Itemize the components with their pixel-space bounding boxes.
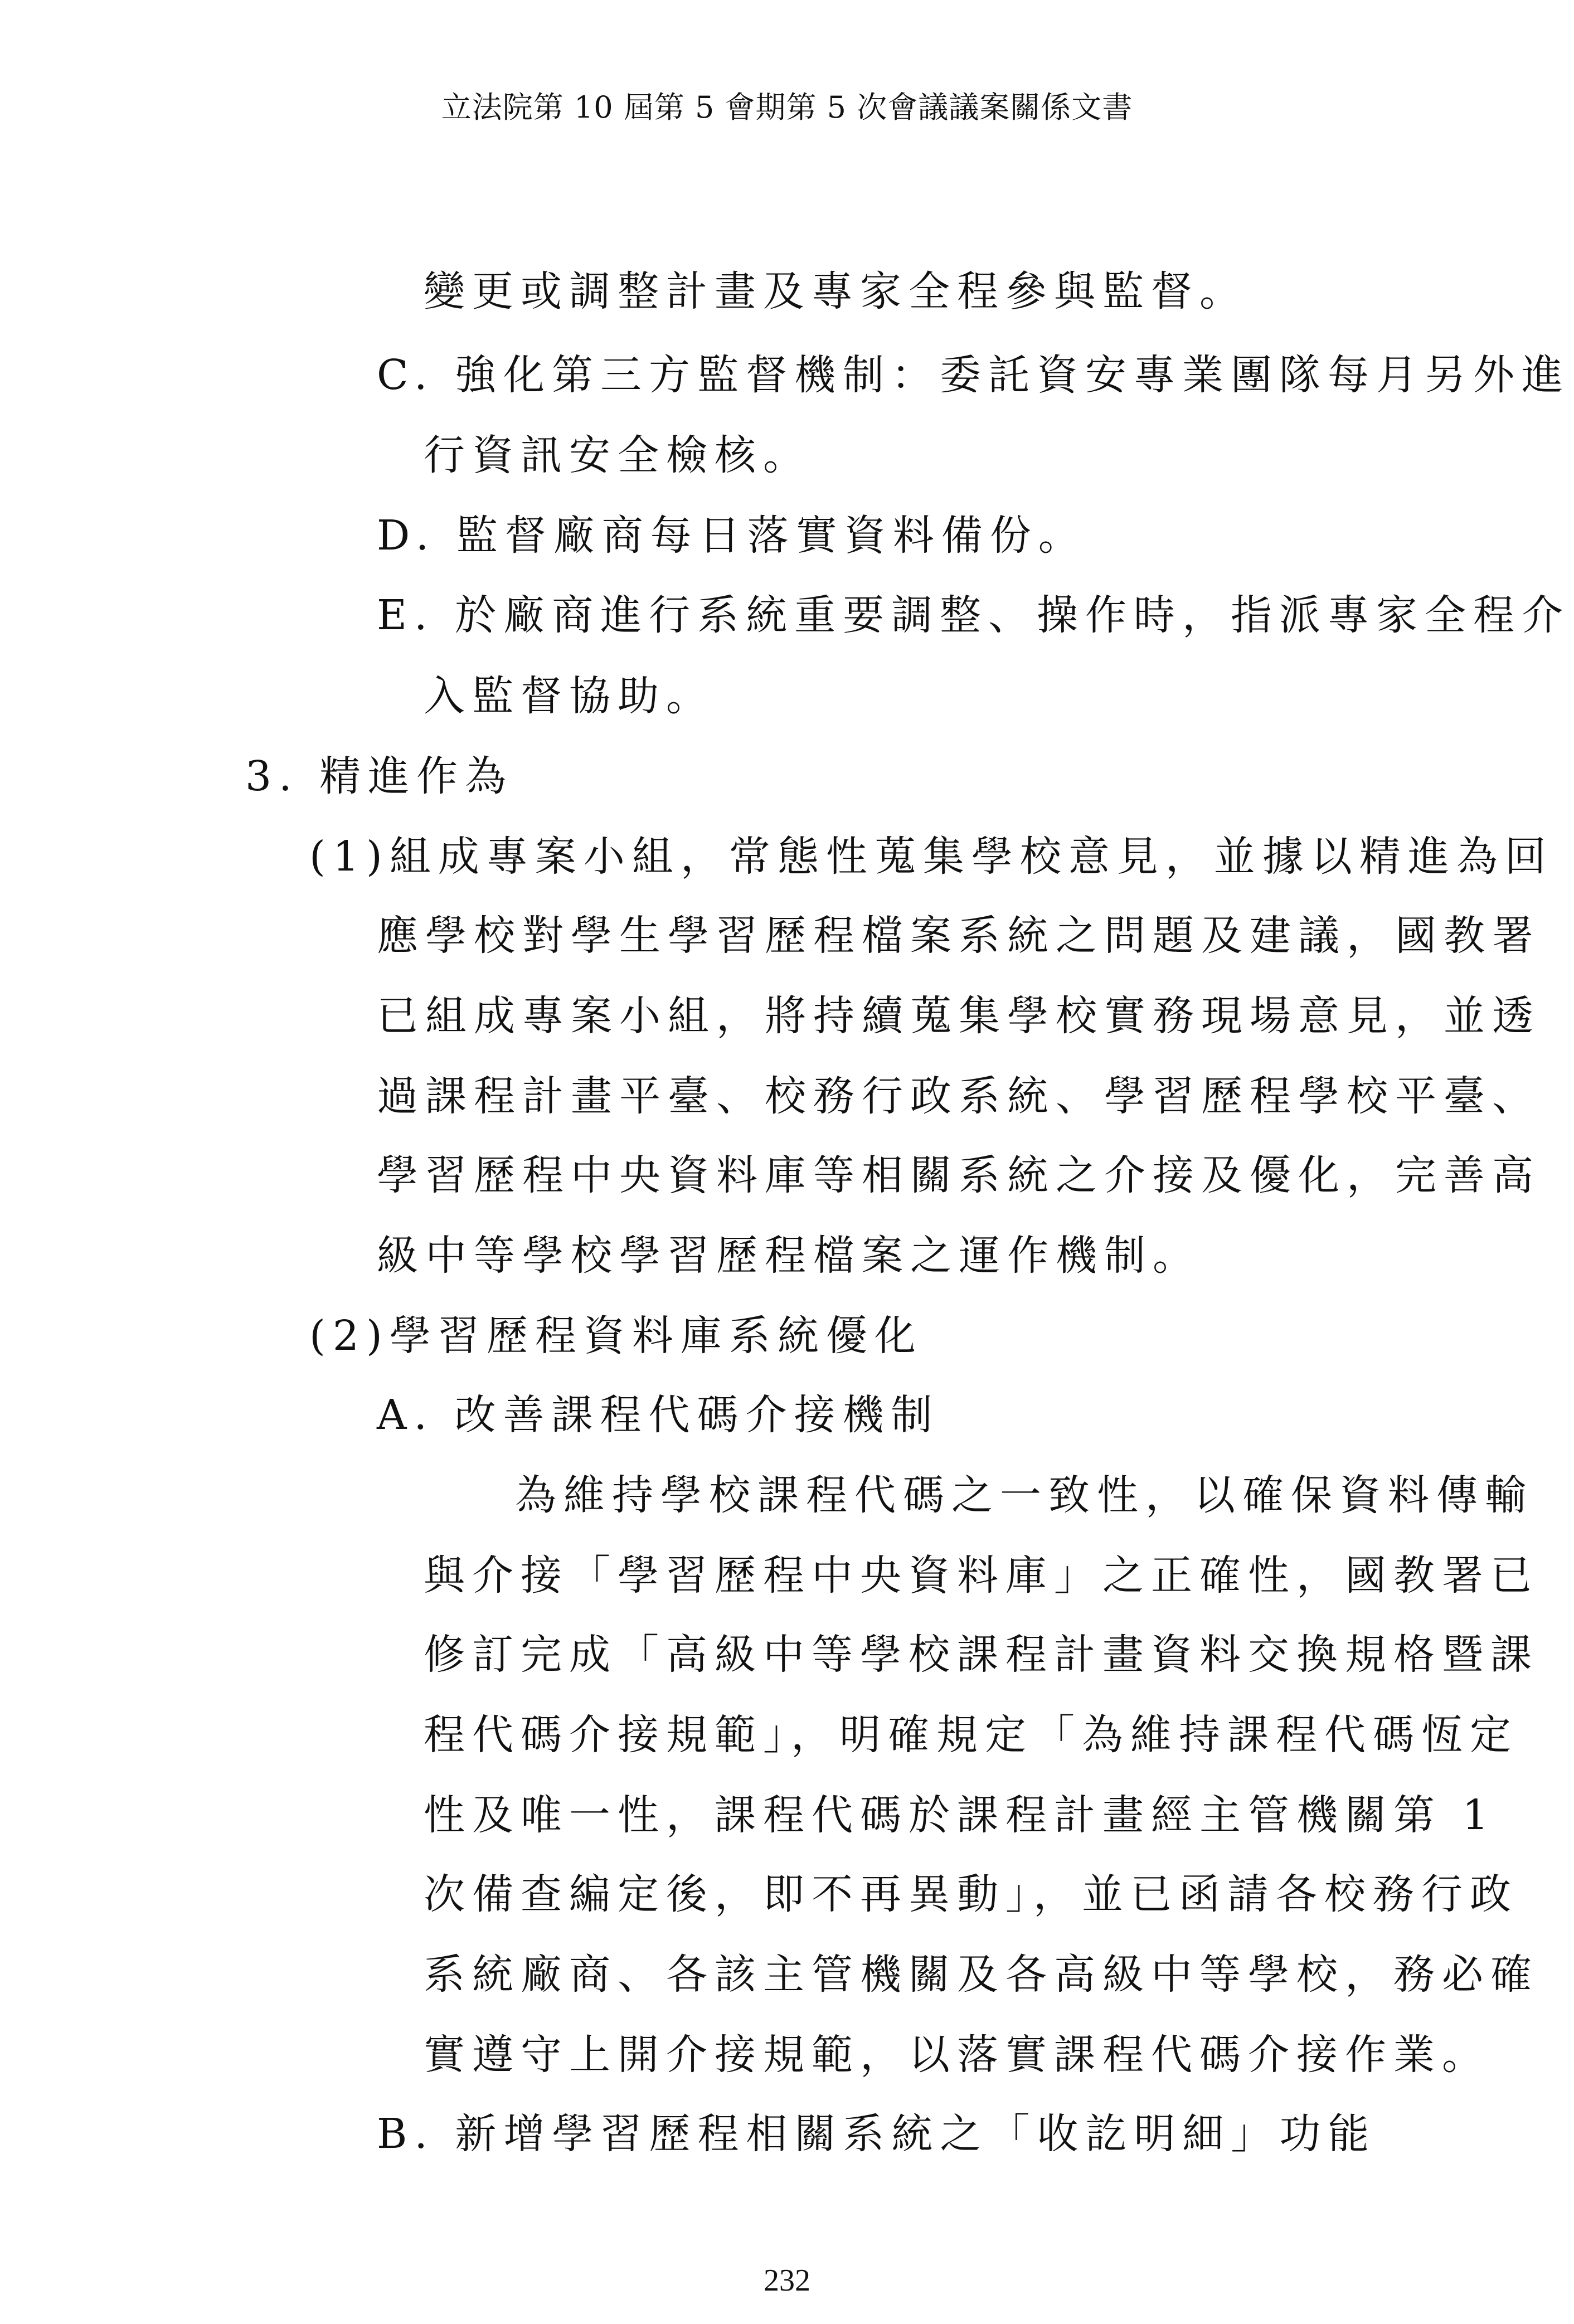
body-line: D. 監督廠商每日落實資料備份。 (377, 512, 1087, 560)
body-line: 變更或調整計畫及專家全程參與監督。 (424, 268, 1248, 315)
body-line: 性及唯一性，課程代碼於課程計畫經主管機關第 1 (424, 1791, 1496, 1839)
body-line: (1)組成專案小組，常態性蒐集學校意見，並據以精進為回 (309, 833, 1553, 881)
body-line: 行資訊安全檢核。 (424, 431, 812, 479)
body-line: 學習歷程中央資料庫等相關系統之介接及優化，完善高 (377, 1151, 1541, 1199)
body-line: 次備查編定後，即不再異動」，並已函請各校務行政 (424, 1870, 1518, 1918)
body-line: 程代碼介接規範」，明確規定「為維持課程代碼恆定 (424, 1711, 1518, 1759)
body-line: 修訂完成「高級中等學校課程計畫資料交換規格暨課 (424, 1631, 1539, 1679)
body-line: 實遵守上開介接規範，以落實課程代碼介接作業。 (424, 2031, 1490, 2079)
item-heading: A. 改善課程代碼介接機制 (377, 1391, 940, 1439)
body-line: 系統廠商、各該主管機關及各高級中等學校，務必確 (424, 1951, 1539, 1999)
section-heading: 3. 精進作為 (245, 752, 514, 800)
item-heading: B. 新增學習歷程相關系統之「收訖明細」功能 (377, 2110, 1377, 2158)
body-line: 級中等學校學習歷程檔案之運作機制。 (377, 1232, 1201, 1280)
body-line: 過課程計畫平臺、校務行政系統、學習歷程學校平臺、 (377, 1072, 1541, 1120)
body-line: C. 強化第三方監督機制：委託資安專業團隊每月另外進 (377, 351, 1571, 399)
body-line: 應學校對學生學習歷程檔案系統之問題及建議，國教署 (377, 912, 1541, 960)
body-line: 與介接「學習歷程中央資料庫」之正確性，國教署已 (424, 1552, 1539, 1599)
document-header: 立法院第 10 屆第 5 會期第 5 次會議議案關係文書 (441, 90, 1133, 125)
body-line: E. 於廠商進行系統重要調整、操作時，指派專家全程介 (377, 591, 1571, 639)
page-number: 232 (764, 2263, 810, 2298)
body-line: 入監督協助。 (424, 672, 715, 720)
body-line: 為維持學校課程代碼之一致性，以確保資料傳輸 (515, 1471, 1533, 1519)
subsection-heading: (2)學習歷程資料庫系統優化 (309, 1312, 923, 1360)
body-line: 已組成專案小組，將持續蒐集學校實務現場意見，並透 (377, 992, 1541, 1040)
